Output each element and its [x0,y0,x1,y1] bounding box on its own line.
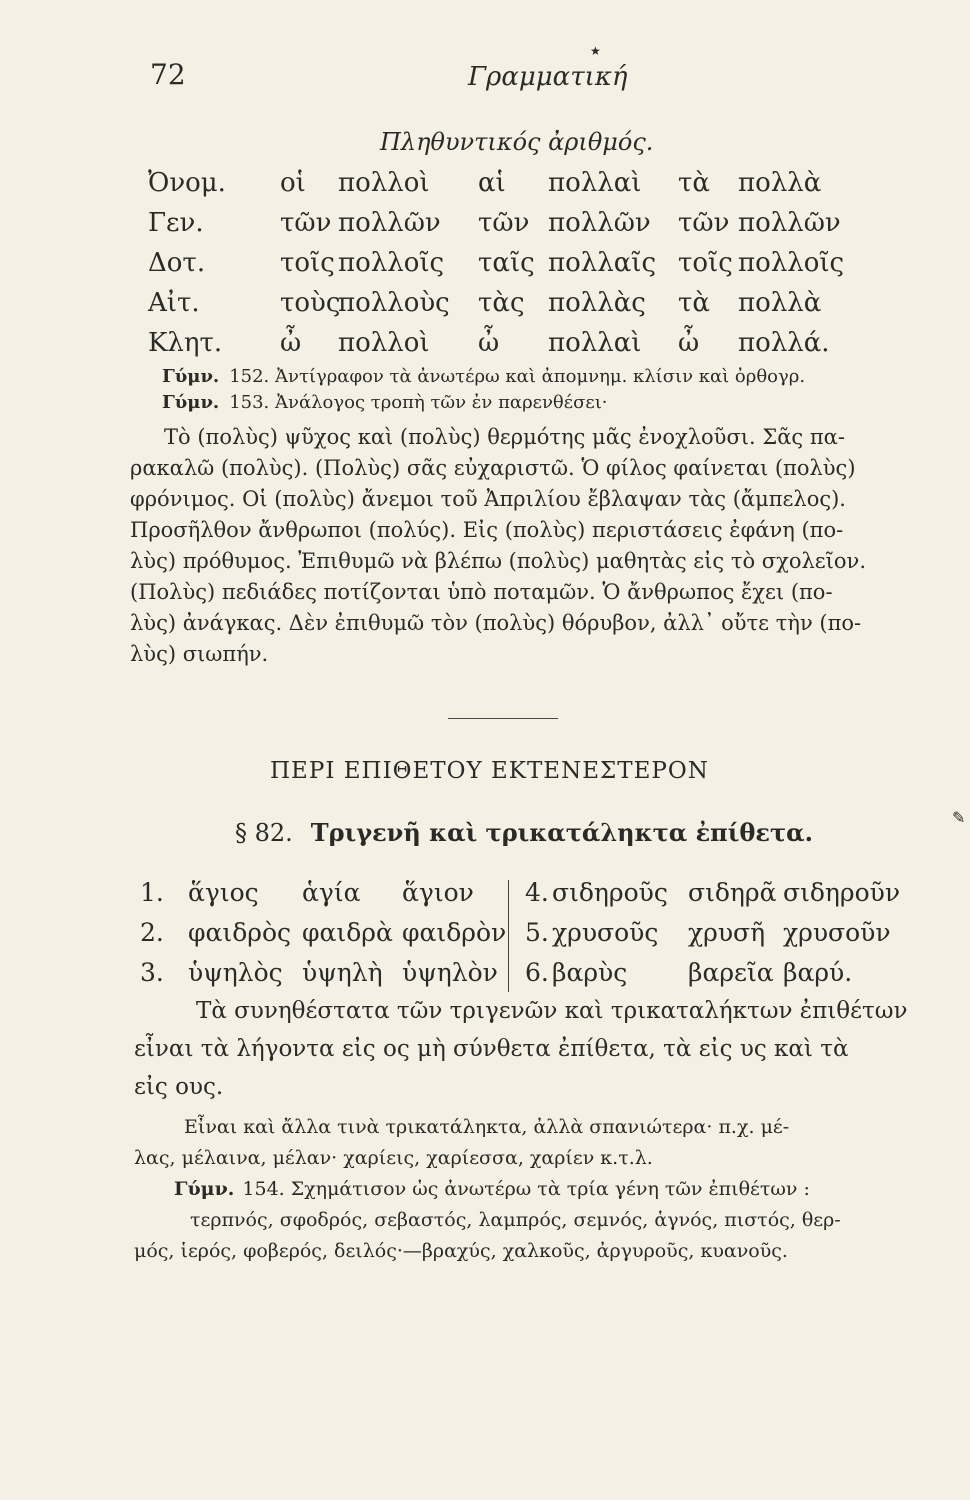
form-masc: πολλῶν [338,208,441,238]
article-masc: τῶν [280,208,332,238]
exercise-label: Γύμν. [174,1178,235,1200]
form-fem: φαιδρὰ [302,918,393,947]
row-number: 2. [140,918,164,947]
exercise-label: Γύμν. [162,392,220,413]
article-fem: τὰς [478,288,525,318]
text-line: λὺς) σιωπήν. [130,642,269,666]
form-fem: πολλὰς [548,288,646,318]
article-neut: ὦ [678,328,700,358]
form-fem: πολλῶν [548,208,651,238]
exercise-text: 152. Ἀντίγραφον τὰ ἀνωτέρω καὶ ἀπομνημ. κλίσιν καὶ ὀρθογρ. [229,366,806,387]
table-row [140,878,900,918]
text-line: φρόνιμος. Οἱ (πολὺς) ἄνεμοι τοῦ Ἀπριλίου ἔβλαψαν τὰς (ἄμπελος). [130,487,846,511]
case-label: Δοτ. [148,248,206,278]
exercise-paragraph [130,422,900,670]
table-row [148,288,868,328]
text-line: Εἶναι καὶ ἄλλα τινὰ τρικατάληκτα, ἀλλὰ σπανιώτερα· π.χ. μέ- [184,1116,790,1138]
text-line: λὺς) ἀνάγκας. Δὲν ἐπιθυμῶ τὸν (πολὺς) θόρυβον, ἀλλ᾽ οὔτε τὴν (πο- [130,611,862,635]
row-number: 6. [525,958,549,987]
form-masc: ὑψηλὸς [188,958,283,987]
exercise-154 [130,1174,900,1205]
form-neut: σιδηροῦν [783,878,901,907]
declension-table [148,168,868,368]
text-line: εἰς ους. [134,1074,224,1100]
text-line: (Πολὺς) πεδιάδες ποτίζονται ὑπὸ ποταμῶν. Ὁ ἄνθρωπος ἔχει (πο- [130,580,833,604]
text-line: τερπνός, σφοδρός, σεβαστός, λαμπρός, σεμνός, ἁγνός, πιστός, θερ- [190,1209,841,1231]
text-line: Προσῆλθον ἄνθρωποι (πολύς). Εἰς (πολὺς) περιστάσεις ἐφάνη (πο- [130,518,844,542]
article-masc: ὦ [280,328,302,358]
body-paragraph [128,992,908,1106]
paragraph-number: § 82. [235,819,293,847]
page-header [150,58,850,98]
exercise-152 [162,366,805,387]
form-fem: ἁγία [302,878,361,907]
form-fem: πολλαὶ [548,168,642,198]
section-title: ΠΕΡΙ ΕΠΙΘΕΤΟΥ ΕΚΤΕΝΕΣΤΕΡΟΝ [270,758,709,784]
form-masc: πολλοὶ [338,168,430,198]
star-mark-icon: ★ [590,44,601,58]
form-neut: πολλὰ [738,288,822,318]
text-line: ρακαλῶ (πολὺς). (Πολὺς) σᾶς εὐχαριστῶ. Ὁ φίλος φαίνεται (πολὺς) [130,456,856,480]
case-label: Γεν. [148,208,204,238]
form-neut: πολλῶν [738,208,841,238]
running-title: Γραμματική [468,62,628,92]
form-neut: πολλοῖς [738,248,845,278]
form-masc: ἅγιος [188,878,259,907]
form-fem: χρυσῆ [688,918,766,947]
case-label: Ὀνομ. [148,168,226,198]
paragraph-title: Τριγενῆ καὶ τρικατάληκτα ἐπίθετα. [310,818,813,847]
table-row [148,208,868,248]
article-masc: οἱ [280,168,306,198]
adjective-table [140,878,900,998]
form-masc: πολλοὺς [338,288,450,318]
article-neut: τὰ [678,168,710,198]
exercise-label: Γύμν. [162,366,220,387]
form-fem: ὑψηλὴ [302,958,383,987]
form-masc: πολλοῖς [338,248,445,278]
text-line: Τὸ (πολὺς) ψῦχος καὶ (πολὺς) θερμότης μᾶς ἐνοχλοῦσι. Σᾶς πα- [164,425,845,449]
article-fem: τῶν [478,208,530,238]
article-fem: ταῖς [478,248,535,278]
form-neut: πολλά. [738,328,830,358]
paragraph-82-heading [235,818,813,847]
form-masc: σιδηροῦς [552,878,668,907]
row-number: 5. [525,918,549,947]
page-number: 72 [150,58,186,91]
form-neut: ἅγιον [402,878,474,907]
section-divider [448,718,558,719]
article-neut: τὰ [678,288,710,318]
form-fem: βαρεῖα [688,958,774,987]
article-neut: τοῖς [678,248,733,278]
margin-mark-icon: ✎ [952,808,966,827]
text-line: λὺς) πρόθυμος. Ἐπιθυμῶ νὰ βλέπω (πολὺς) μαθητὰς εἰς τὸ σχολεῖον. [130,549,866,573]
article-fem: ὦ [478,328,500,358]
text-line: Τὰ συνηθέστατα τῶν τριγενῶν καὶ τρικαταλήκτων ἐπιθέτων [196,998,908,1024]
note-paragraph [130,1112,900,1267]
form-neut: χρυσοῦν [783,918,891,947]
article-masc: τοὺς [280,288,341,318]
article-fem: αἱ [478,168,506,198]
declension-title: Πληθυντικός ἀριθμός. [380,128,654,156]
table-row [148,328,868,368]
form-fem: πολλαὶ [548,328,642,358]
exercise-153 [162,392,607,413]
article-neut: τῶν [678,208,730,238]
row-number: 4. [525,878,549,907]
exercise-text: 153. Ἀνάλογος τροπὴ τῶν ἐν παρενθέσει· [229,392,608,413]
row-number: 3. [140,958,164,987]
table-row [140,918,900,958]
form-neut: βαρύ. [783,958,853,987]
article-masc: τοῖς [280,248,335,278]
form-neut: πολλὰ [738,168,822,198]
form-masc: βαρὺς [552,958,628,987]
form-neut: φαιδρὸν [402,918,507,947]
row-number: 1. [140,878,164,907]
form-masc: φαιδρὸς [188,918,291,947]
form-fem: σιδηρᾶ [688,878,777,907]
form-neut: ὑψηλὸν [402,958,498,987]
exercise-text: 154. Σχημάτισον ὡς ἀνωτέρω τὰ τρία γένη τῶν ἐπιθέτων : [242,1178,810,1200]
text-line: λας, μέλαινα, μέλαν· χαρίεις, χαρίεσσα, χαρίεν κ.τ.λ. [134,1147,653,1169]
table-row [148,248,868,288]
text-line: μός, ἱερός, φοβερός, δειλός·—βραχύς, χαλκοῦς, ἀργυροῦς, κυανοῦς. [134,1240,788,1262]
form-masc: πολλοὶ [338,328,430,358]
case-label: Κλητ. [148,328,223,358]
form-masc: χρυσοῦς [552,918,659,947]
form-fem: πολλαῖς [548,248,657,278]
case-label: Αἰτ. [148,288,200,318]
text-line: εἶναι τὰ λήγοντα εἰς ος μὴ σύνθετα ἐπίθετα, τὰ εἰς υς καὶ τὰ [134,1036,849,1062]
table-row [148,168,868,208]
